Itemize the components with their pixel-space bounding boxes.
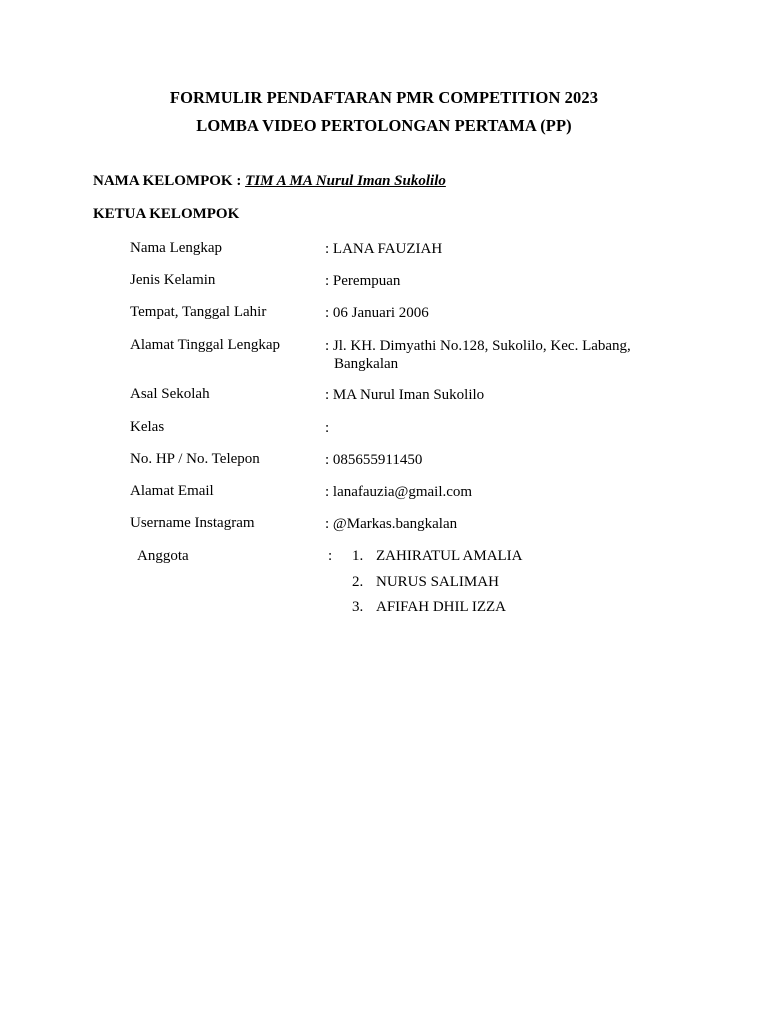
field-label: Alamat Tinggal Lengkap bbox=[130, 337, 280, 353]
leader-heading: KETUA KELOMPOK bbox=[93, 206, 240, 222]
field-value: : Jl. KH. Dimyathi No.128, Sukolilo, Kec. Labang, Bangkalan bbox=[325, 337, 655, 373]
field-value: : 085655911450 bbox=[325, 452, 423, 468]
field-label: Asal Sekolah bbox=[130, 386, 210, 402]
list-item-number: 1. bbox=[352, 548, 364, 564]
field-value: : Perempuan bbox=[325, 273, 401, 289]
field-value: : 06 Januari 2006 bbox=[325, 305, 429, 321]
field-label: Nama Lengkap bbox=[130, 240, 223, 256]
members-colon: : bbox=[328, 548, 333, 564]
competition-subtitle: LOMBA VIDEO PERTOLONGAN PERTAMA (PP) bbox=[196, 116, 572, 135]
list-item-number: 2. bbox=[352, 573, 364, 590]
list-item bbox=[352, 548, 523, 574]
list-item bbox=[352, 599, 523, 625]
field-label: Tempat, Tanggal Lahir bbox=[130, 304, 267, 320]
group-name-label: NAMA KELOMPOK : bbox=[93, 173, 242, 189]
list-item-name: AFIFAH DHIL IZZA bbox=[376, 599, 506, 615]
list-item-name: NURUS SALIMAH bbox=[376, 573, 499, 590]
field-label: Username Instagram bbox=[130, 515, 255, 531]
field-value: : MA Nurul Iman Sukolilo bbox=[325, 387, 485, 403]
members-label: Anggota bbox=[137, 548, 189, 564]
form-title: FORMULIR PENDAFTARAN PMR COMPETITION 2023 bbox=[169, 88, 599, 107]
field-value: : lanafauzia@gmail.com bbox=[325, 484, 473, 500]
field-value: : bbox=[325, 420, 330, 436]
field-value-continuation: Bangkalan bbox=[334, 356, 399, 372]
list-item bbox=[352, 574, 523, 600]
field-label: Jenis Kelamin bbox=[130, 272, 216, 288]
members-list bbox=[352, 548, 523, 625]
group-name-value: TIM A MA Nurul Iman Sukolilo bbox=[245, 173, 446, 189]
field-value: : LANA FAUZIAH bbox=[325, 241, 443, 257]
list-item-number: 3. bbox=[352, 599, 364, 615]
field-label: Alamat Email bbox=[130, 483, 214, 499]
field-label: No. HP / No. Telepon bbox=[130, 451, 260, 467]
group-name-line bbox=[93, 173, 446, 190]
list-item-name: ZAHIRATUL AMALIA bbox=[376, 548, 523, 564]
field-label: Kelas bbox=[130, 419, 165, 435]
field-value: : @Markas.bangkalan bbox=[325, 516, 458, 532]
